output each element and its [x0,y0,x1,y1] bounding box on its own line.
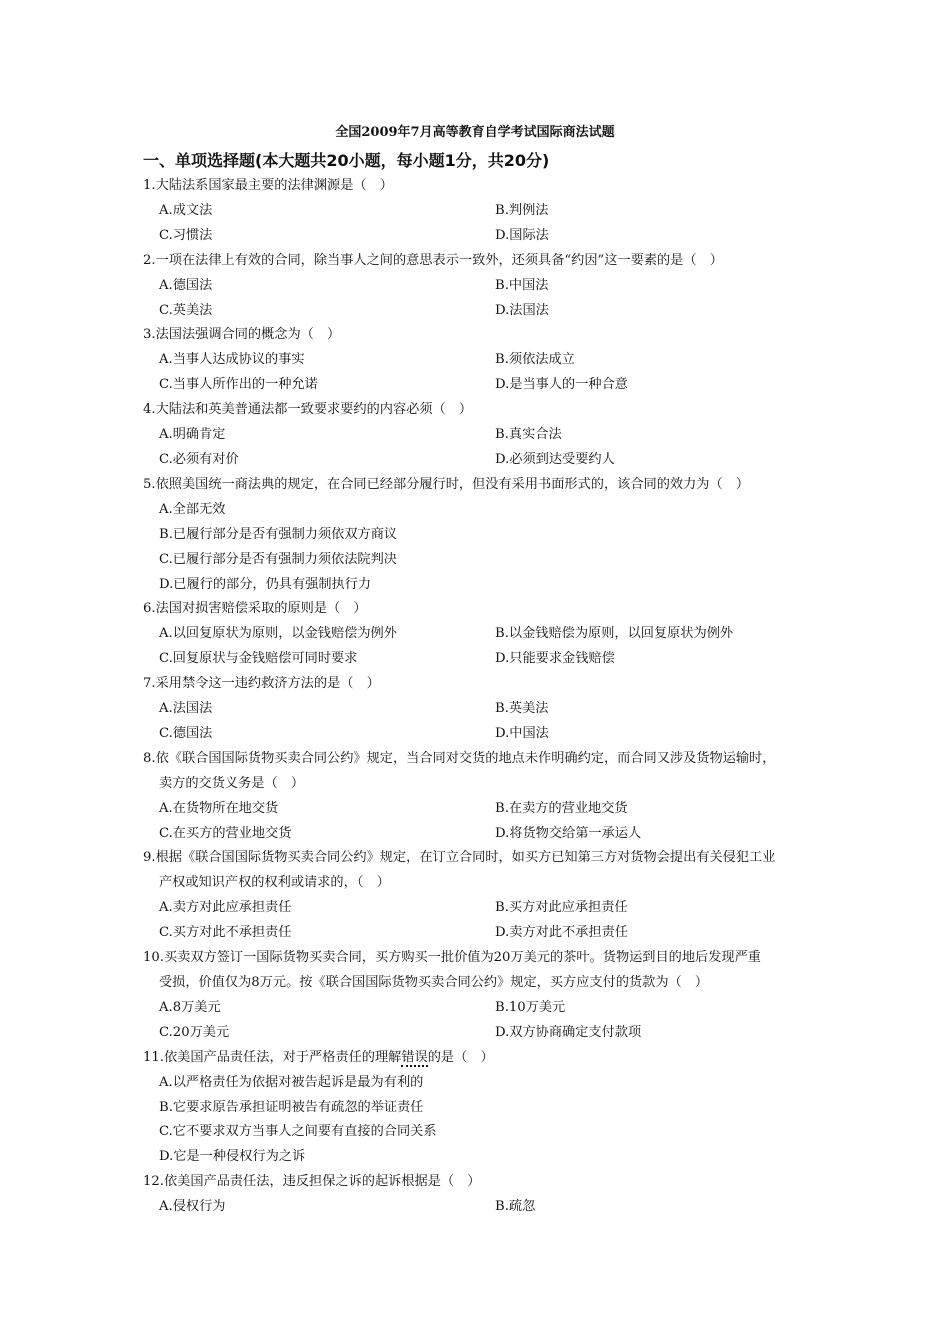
question-stem-continuation: 卖方的交货义务是（ ） [159,775,305,791]
question-stem-line: 3.法国法强调合同的概念为（ ） [143,327,341,343]
answer-option: B.须依法成立 [495,352,575,368]
question-stem-line: 5.依照美国统一商法典的规定，在合同已经部分履行时，但没有采用书面形式的，该合同的效力为（ ） [143,476,750,492]
option-list [143,1195,823,1220]
question-3 [143,323,823,398]
question-7 [143,672,823,747]
answer-option: D.只能要求金钱赔偿 [495,651,615,667]
answer-option: B.已履行部分是否有强制力须依双方商议 [159,526,398,542]
answer-option: C.在买方的营业地交货 [159,825,292,841]
question-stem-line: 4.大陆法和英美普通法都一致要求要约的内容必须（ ） [143,402,473,418]
answer-option: A.明确肯定 [159,427,226,443]
question-4 [143,398,823,473]
question-stem-line: 1.大陆法系国家最主要的法律渊源是（ ） [143,178,393,193]
question-list [143,174,823,1220]
question-stem-line: 9.根据《联合国国际货物买卖合同公约》规定，在订立合同时，如买方已知第三方对货物会提出有关侵犯工业 [143,850,776,866]
answer-option: D.国际法 [495,227,549,243]
answer-option: B.中国法 [495,277,549,293]
question-stem [143,946,823,996]
option-list [143,199,823,249]
question-2 [143,249,823,324]
answer-option: A.成文法 [159,202,213,218]
option-list [143,996,823,1046]
answer-option: D.卖方对此不承担责任 [495,925,628,941]
question-stem [143,174,823,199]
question-stem-continuation: 产权或知识产权的权利或请求的，（ ） [159,875,390,891]
question-stem [143,1170,823,1195]
question-stem-continuation: 受损，价值仅为8万元。按《联合国国际货物买卖合同公约》规定，买方应支付的货款为（ ） [159,975,709,990]
option-list [143,697,823,747]
answer-option: B.10万美元 [495,999,566,1015]
answer-option: A.侵权行为 [159,1199,226,1215]
question-stem [143,672,823,697]
question-stem [143,846,823,896]
answer-option: D.将货物交给第一承运人 [495,825,642,841]
option-list [143,1071,823,1171]
option-list [143,423,823,473]
answer-option: A.8万美元 [159,999,221,1015]
question-stem [143,398,823,423]
section-heading: 一、单项选择题(本大题共20小题，每小题1分，共20分) [143,151,550,170]
question-stem-line: 10.买卖双方签订一国际货物买卖合同，买方购买一批价值为20万美元的茶叶。货物运到目的地后发现严重 [143,950,761,966]
answer-option: D.必须到达受要约人 [495,451,615,467]
answer-option: C.20万美元 [159,1024,230,1040]
answer-option: D.双方协商确定支付款项 [495,1024,642,1040]
option-list [143,797,823,847]
option-list [143,622,823,672]
question-stem-line: 6.法国对损害赔偿采取的原则是（ ） [143,601,367,617]
emphasized-word: 错误 [401,1049,428,1065]
answer-option: B.以金钱赔偿为原则，以回复原状为例外 [495,626,734,642]
option-list [143,896,823,946]
answer-option: B.在卖方的营业地交货 [495,800,628,816]
answer-option: B.疏忽 [495,1199,536,1215]
answer-option: D.法国法 [495,302,549,318]
question-6 [143,597,823,672]
question-stem-line: 7.采用禁令这一违约救济方法的是（ ） [143,676,380,692]
answer-option: A.以回复原状为原则，以金钱赔偿为例外 [159,626,397,642]
answer-option: D.它是一种侵权行为之诉 [159,1149,306,1165]
answer-option: C.已履行部分是否有强制力须依法院判决 [159,551,397,567]
option-list [143,348,823,398]
question-stem [143,323,823,348]
answer-option: B.判例法 [495,202,549,218]
answer-option: B.它要求原告承担证明被告有疏忽的举证责任 [159,1099,424,1115]
answer-option: A.全部无效 [159,501,226,517]
answer-option: C.回复原状与金钱赔偿可同时要求 [159,651,358,667]
answer-option: B.真实合法 [495,427,562,443]
answer-option: B.买方对此应承担责任 [495,900,628,916]
option-list [143,498,823,598]
question-10 [143,946,823,1046]
answer-option: A.法国法 [159,701,213,717]
question-12 [143,1170,823,1220]
answer-option: C.它不要求双方当事人之间要有直接的合同关系 [159,1124,437,1140]
question-stem-line: 2.一项在法律上有效的合同，除当事人之间的意思表示一致外，还须具备“约因”这一要素的是（ ） [143,252,723,268]
answer-option: A.卖方对此应承担责任 [159,900,292,916]
answer-option: D.是当事人的一种合意 [495,377,628,393]
question-stem-line: 12.依美国产品责任法，违反担保之诉的起诉根据是（ ） [143,1174,481,1190]
answer-option: C.英美法 [159,302,213,318]
answer-option: C.德国法 [159,725,213,741]
question-1 [143,174,823,249]
answer-option: C.习惯法 [159,227,213,243]
question-9 [143,846,823,946]
question-8 [143,747,823,847]
option-list [143,274,823,324]
answer-option: A.德国法 [159,277,213,293]
question-stem [143,249,823,274]
question-stem-line: 8.依《联合国国际货物买卖合同公约》规定，当合同对交货的地点未作明确约定，而合同又涉及货物运输时， [143,750,776,766]
question-stem [143,747,823,797]
question-stem-text: 11.依美国产品责任法，对于严格责任的理解 [143,1049,402,1065]
question-stem [143,597,823,622]
question-stem [143,473,823,498]
answer-option: B.英美法 [495,701,549,717]
answer-option: C.当事人所作出的一种允诺 [159,377,318,393]
question-5 [143,473,823,598]
answer-option: A.在货物所在地交货 [159,800,279,816]
question-11 [143,1046,823,1171]
answer-option: A.以严格责任为依据对被告起诉是最为有利的 [159,1074,424,1090]
answer-option: D.中国法 [495,725,549,741]
question-stem [143,1046,823,1071]
answer-option: C.买方对此不承担责任 [159,925,292,941]
answer-option: A.当事人达成协议的事实 [159,352,305,368]
answer-option: D.已履行的部分，仍具有强制执行力 [159,576,372,592]
page-title: 全国2009年7月高等教育自学考试国际商法试题 [335,125,615,140]
answer-option: C.必须有对价 [159,451,239,467]
question-stem-text: 的是（ ） [427,1049,494,1065]
